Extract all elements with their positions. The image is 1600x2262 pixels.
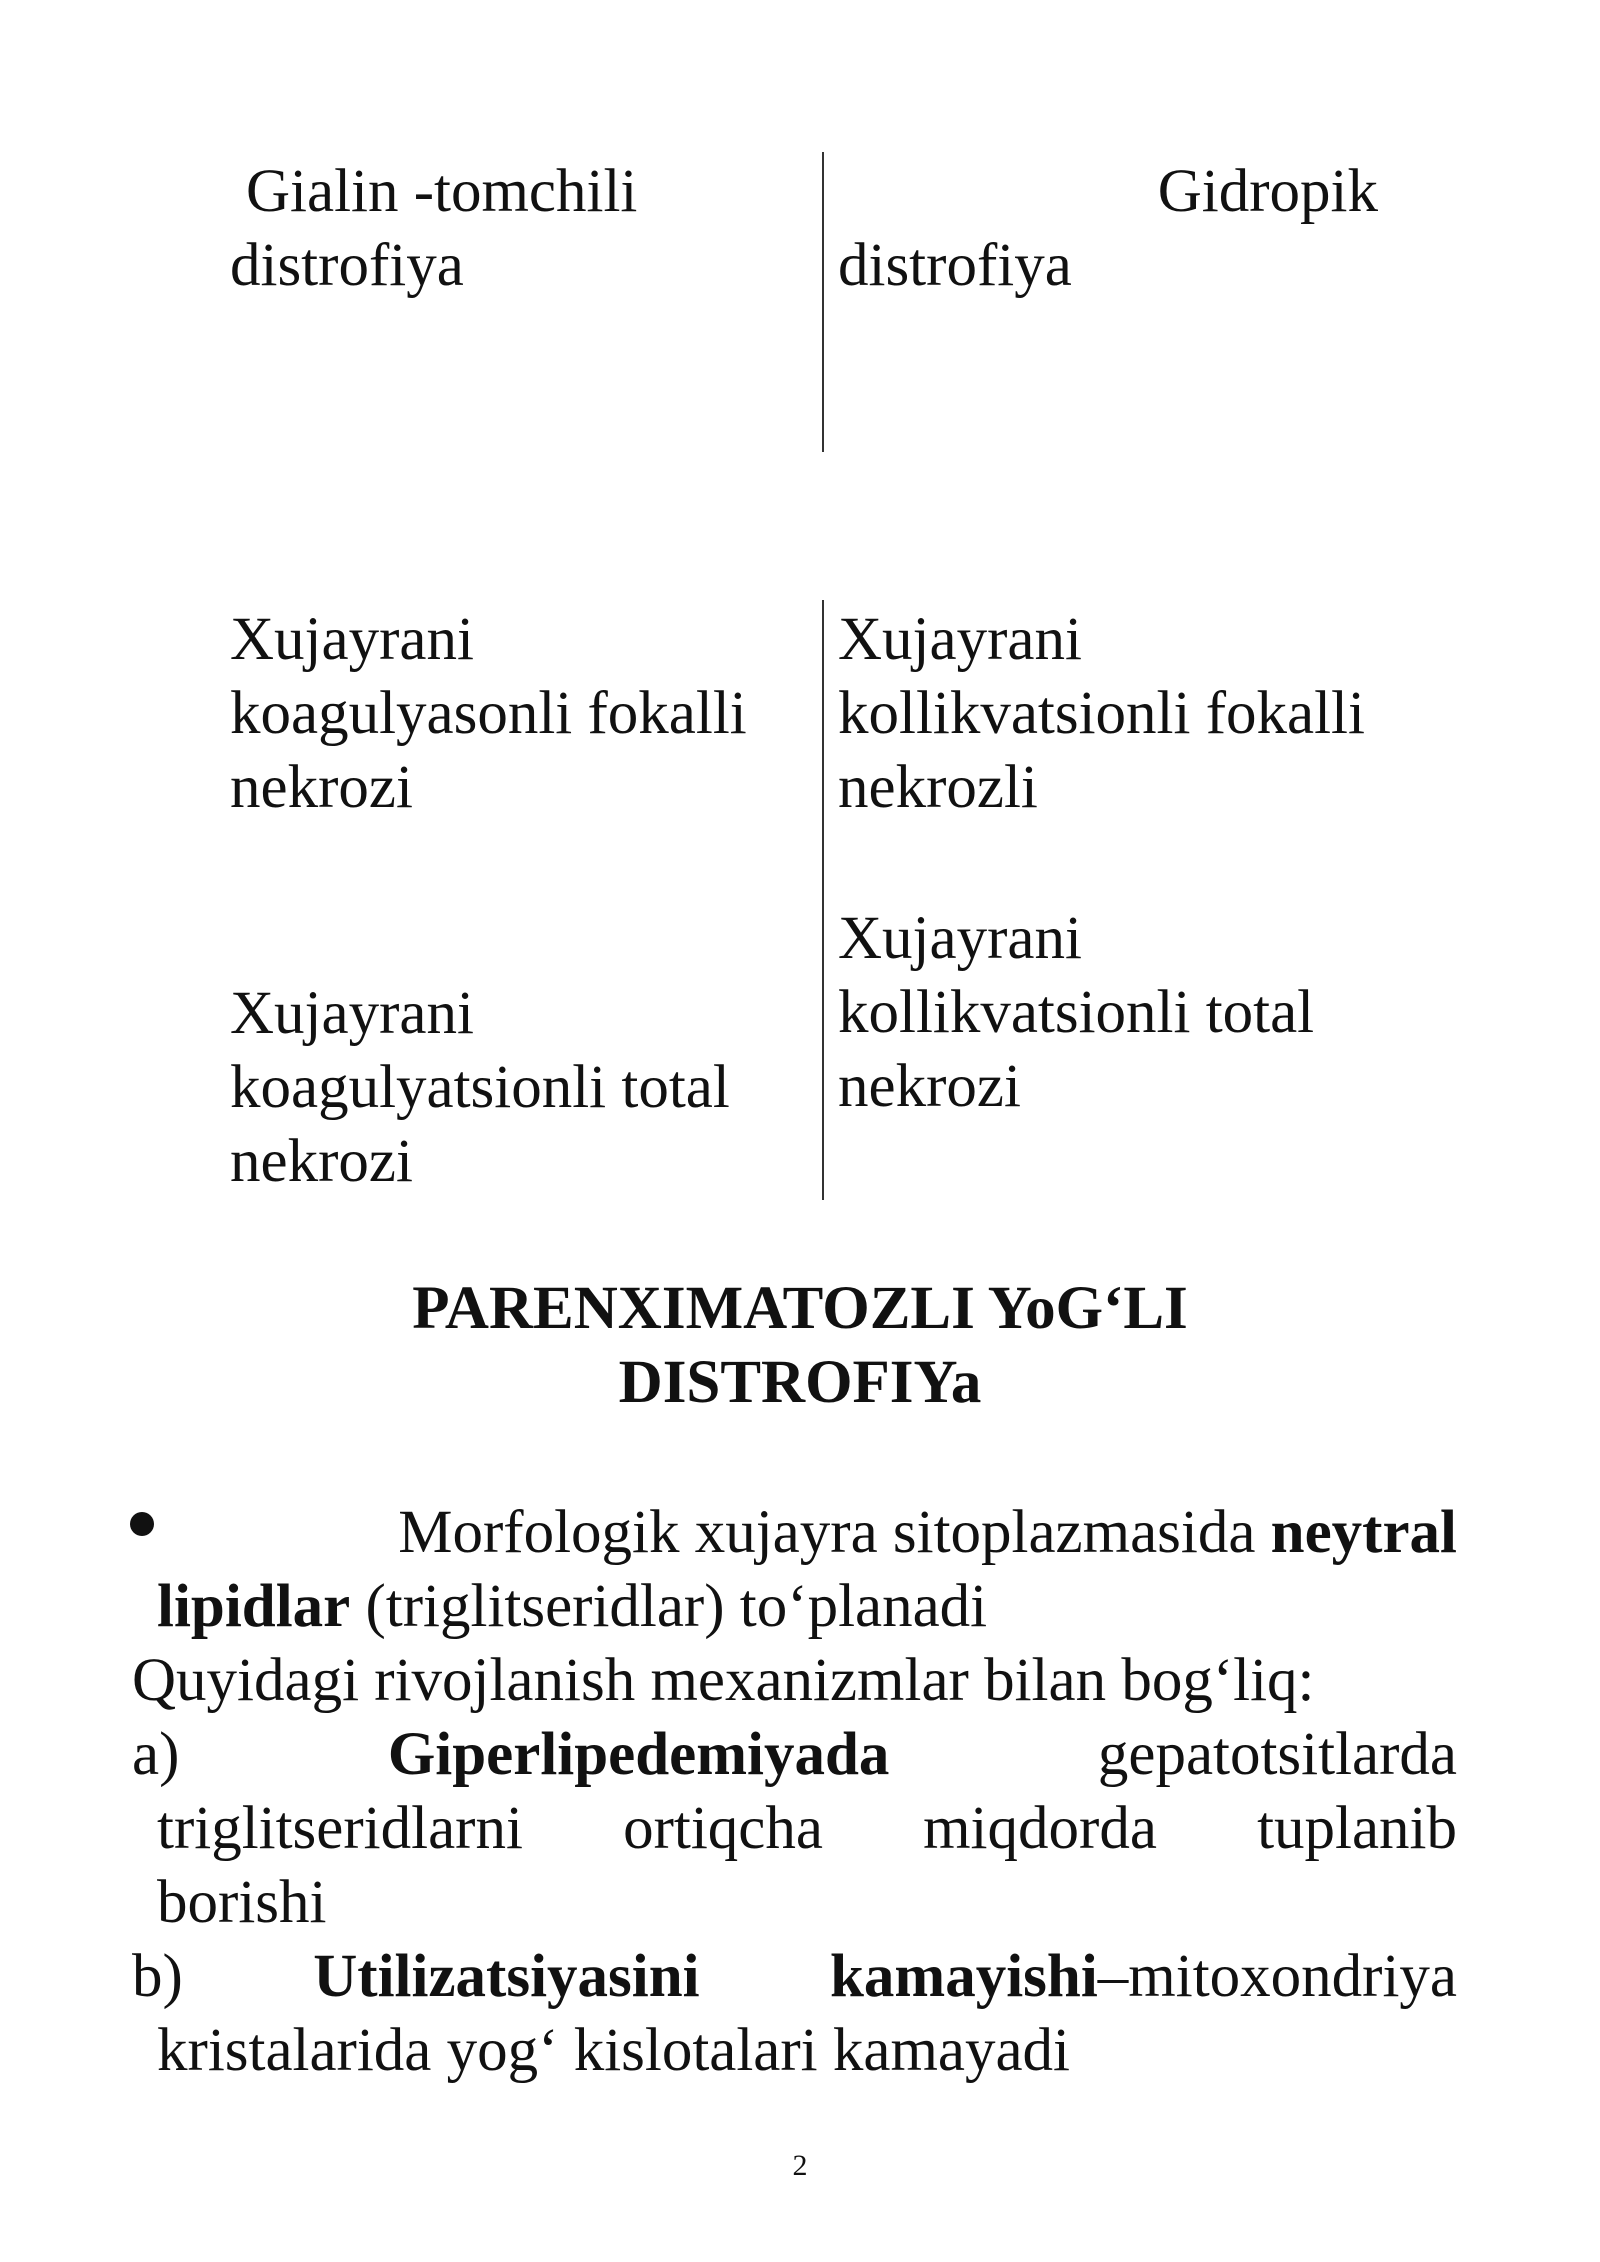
cell-text-line: Gialin -tomchili [246,158,638,225]
cell-text-line: koagulyasonli fokalli [230,680,747,747]
bold-term: lipidlar [157,1573,351,1640]
cell-text-line: distrofiya [838,232,1072,299]
bullet-text: Morfologik xujayra sitoplazmasida [398,1499,1271,1566]
item-a-line2: triglitseridlarni ortiqcha miqdorda tuplanib [157,1795,1457,1862]
bold-term: kamayishi [829,1943,1098,2010]
cell-right-row3 [838,902,1314,1124]
heading-line: PARENXIMATOZLI YoG‘LI [412,1275,1188,1342]
cell-text-line: Xujayrani [230,606,474,673]
cell-text-line: Gidropik [1157,158,1378,225]
cell-text-line: Xujayrani [230,980,474,1047]
cell-text-line: Xujayrani [838,905,1082,972]
item-a-line1 [132,1718,1457,1792]
cell-text-line: nekrozi [838,1053,1021,1120]
bullet-text: (triglitseridlar) to‘planadi [350,1573,988,1640]
cell-right-row1 [838,155,1378,303]
intro-line: Quyidagi rivojlanish mexanizmlar bilan bog‘liq: [132,1647,1315,1714]
bold-term: Giperlipedemiyada [387,1721,890,1788]
bold-term: neytral [1270,1499,1457,1566]
item-b-line1 [132,1940,1457,2014]
cell-left-row1 [230,155,637,303]
item-marker: a) [132,1721,180,1788]
table-divider [822,600,824,1200]
item-marker: b) [132,1943,183,2010]
bullet-paragraph-line1 [157,1496,1457,1570]
cell-text-line: kollikvatsionli total [838,979,1315,1046]
table-divider [822,152,824,452]
cell-text-line: koagulyatsionli total [230,1054,730,1121]
cell-text-line: nekrozi [230,1128,413,1195]
section-heading [0,1272,1600,1420]
item-text-group [830,1940,1457,2014]
cell-right-row2 [838,603,1365,825]
bullet-paragraph-line2 [157,1570,987,1644]
item-a-line3: borishi [157,1869,327,1936]
page-number: 2 [792,2149,808,2182]
cell-text-line: distrofiya [230,232,464,299]
item-text: –mitoxondriya [1097,1943,1457,2010]
bold-term: Utilizatsiyasini [313,1943,700,2010]
cell-text-line: nekrozli [838,754,1038,821]
cell-left-row3 [230,977,730,1199]
item-text: gepatotsitlarda [1097,1721,1457,1788]
cell-text-line: kollikvatsionli fokalli [838,680,1365,747]
item-b-line2: kristalarida yog‘ kislotalari kamayadi [157,2017,1071,2084]
bullet-icon [130,1512,154,1536]
cell-left-row2 [230,603,747,825]
heading-line: DISTROFIYa [618,1349,982,1416]
cell-text-line: Xujayrani [838,606,1082,673]
cell-text-line: nekrozi [230,754,413,821]
